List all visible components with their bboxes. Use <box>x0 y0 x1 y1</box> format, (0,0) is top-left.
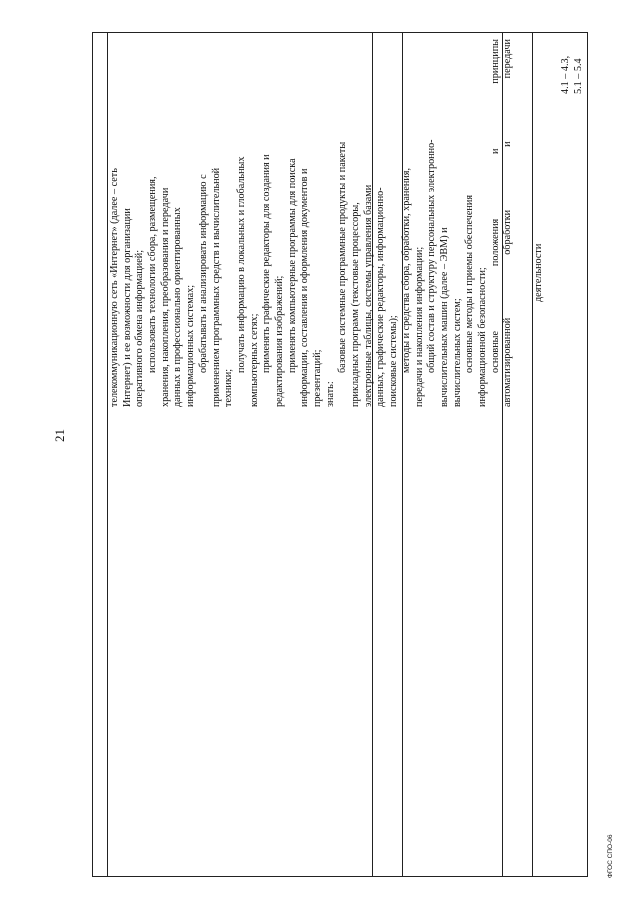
activity-cell <box>533 244 546 302</box>
content-line: компьютерных сетях; <box>248 313 260 407</box>
content-line: методы и средства сбора, обработки, хранения, <box>400 168 412 373</box>
content-line: презентаций; <box>312 349 323 407</box>
content-line: получать информацию в локальных и глобальных <box>235 156 247 373</box>
content-line: Интернет) и ее возможности для организации <box>121 208 133 407</box>
content-line: оперативного обмена информацией; <box>134 249 146 407</box>
content-line: применять графические редакторы для создания и <box>261 154 273 373</box>
content-line: общий состав и структуру персональных электронно- <box>426 139 438 373</box>
page-number: 21 <box>52 429 67 442</box>
content-line: автоматизированной обработки и передачи <box>502 39 514 407</box>
content-line: информации, составления и оформления документов и <box>299 168 311 407</box>
content-line: вычислительных машин (далее – ЭВМ) и <box>438 227 450 407</box>
content-line: передачи и накопления информации; <box>413 246 425 407</box>
content-line: данных в профессионально ориентированных <box>172 207 184 407</box>
col-divider-5 <box>532 32 533 877</box>
content-line: прикладных программ (текстовые процессоры, <box>350 202 362 407</box>
content-line: применять компьютерные программы для поиска <box>286 158 298 373</box>
content-line: вычислительных систем; <box>451 298 463 407</box>
footer-code: ФГОС СПО-06 <box>607 834 614 878</box>
content-line: использовать технологии сбора, размещения, <box>147 176 159 373</box>
content-line: информационной безопасности; <box>476 267 488 407</box>
content-line: редактирования изображений; <box>273 275 285 407</box>
col-divider-1 <box>107 32 108 877</box>
content-line: знать: <box>324 381 336 407</box>
content-line: обрабатывать и анализировать информацию с <box>197 174 209 373</box>
content-line: поисковые системы); <box>388 315 400 407</box>
competencies-line-2: 5.1 – 5.4 <box>572 58 584 94</box>
content-line: информационных системах; <box>185 284 197 407</box>
content-line: техники; <box>223 368 235 407</box>
rotated-table <box>92 32 588 877</box>
competencies-cell <box>560 56 585 94</box>
table-border-bottom <box>92 876 588 877</box>
activity-text: деятельности <box>533 243 544 302</box>
content-line: хранения, накопления, преобразования и передачи <box>159 187 171 407</box>
content-line: электронные таблицы, системы управления базами <box>362 184 374 407</box>
skills-knowledge-cell <box>109 39 515 407</box>
content-line: телекоммуникационную сеть «Интернет» (далее – сеть <box>109 168 120 407</box>
content-line: основные методы и приемы обеспечения <box>464 194 476 373</box>
competencies-line-1: 4.1 – 4.3, <box>560 55 571 94</box>
content-line: применением программных средств и вычислительной <box>210 167 222 407</box>
content-line: базовые системные программные продукты и пакеты <box>337 141 349 373</box>
content-line: данных, графические редакторы, информационно- <box>375 187 387 407</box>
table-border-left <box>92 32 93 877</box>
table-border-right <box>587 32 588 877</box>
table-border-top <box>92 32 588 33</box>
content-line: основные положения и принципы <box>489 39 501 373</box>
